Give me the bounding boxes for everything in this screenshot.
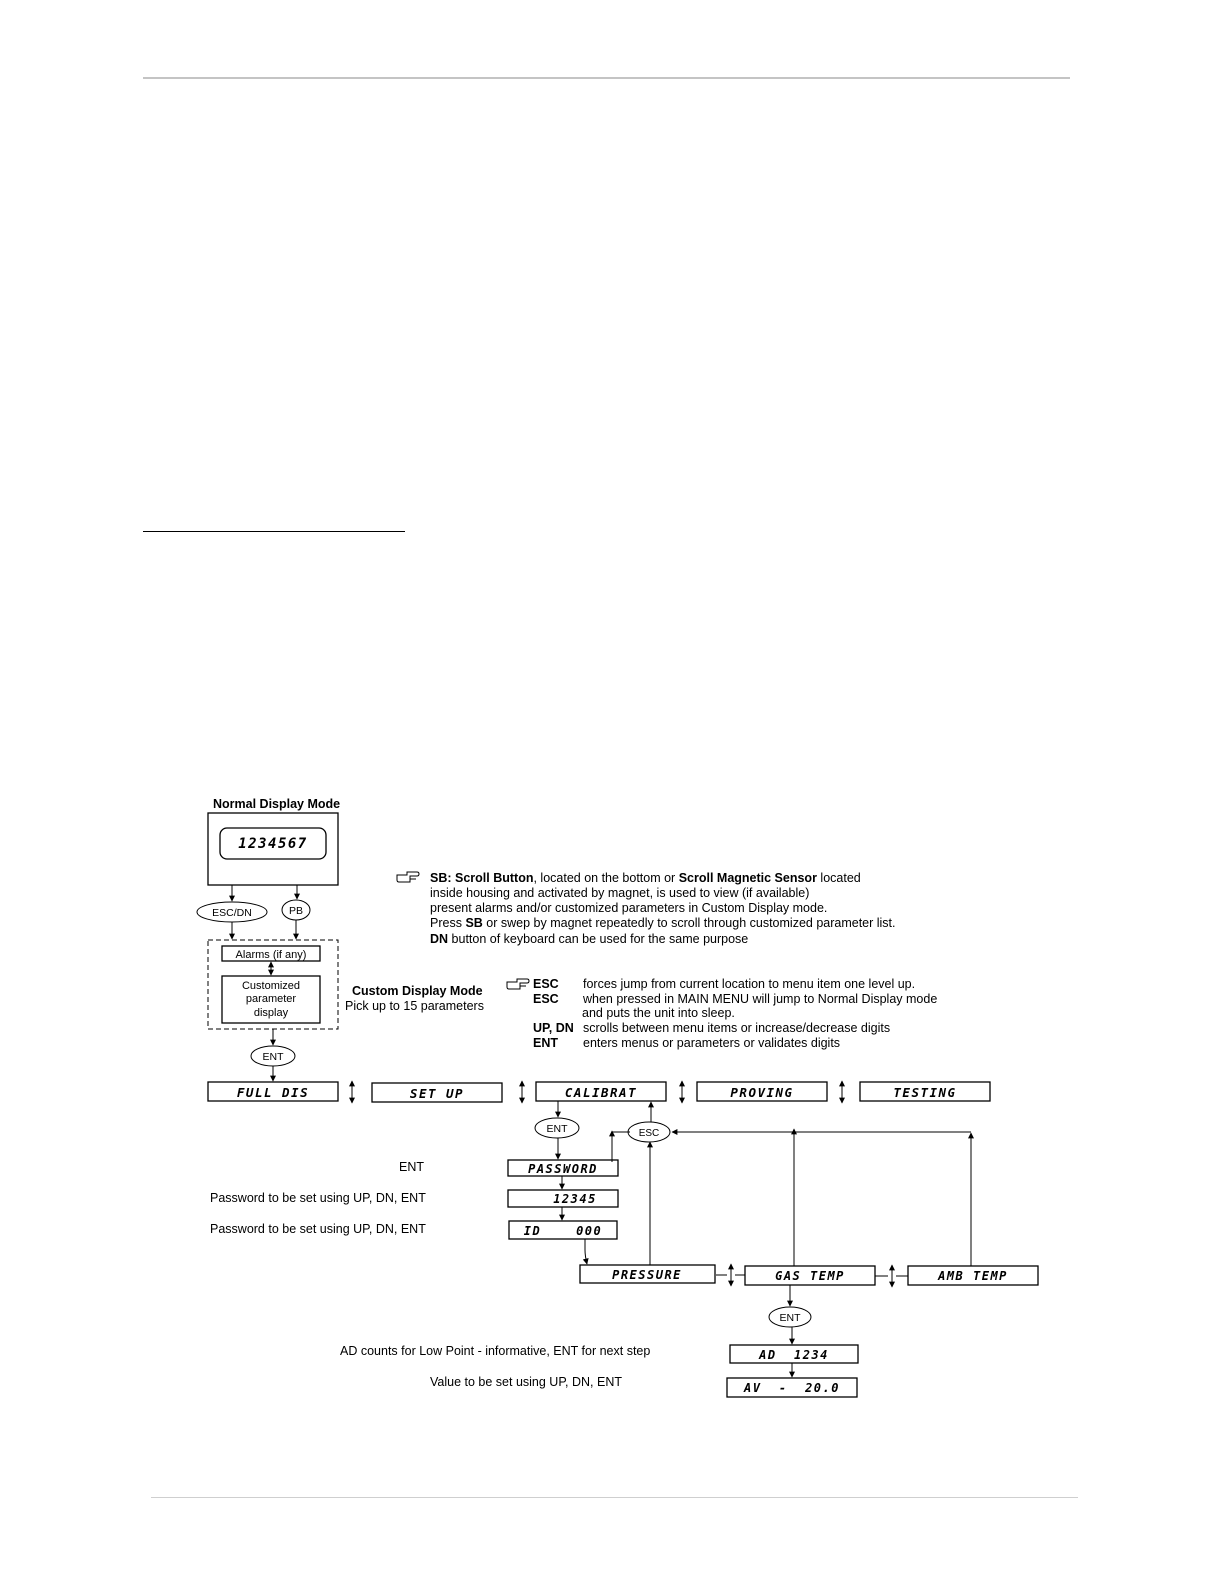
- menu-full-dis-label: FULL DIS: [236, 1085, 310, 1100]
- key-note-desc-5: enters menus or parameters or validates digits: [583, 1036, 841, 1050]
- esc-key-label: ESC: [638, 1128, 660, 1139]
- menu-testing-label: TESTING: [893, 1085, 957, 1100]
- customized-line-3: display: [253, 1007, 289, 1019]
- sb-note-line-5: DN button of keyboard can be used for the same purpose: [430, 932, 749, 946]
- ad-counts-label: AD counts for Low Point - informative, ENT for next step: [340, 1344, 651, 1358]
- submenu-pressure-label: PRESSURE: [612, 1268, 682, 1282]
- submenu-amb-temp-label: AMB TEMP: [938, 1269, 1008, 1283]
- menu-calibrat-label: CALIBRAT: [564, 1085, 638, 1100]
- footer-rule: [151, 1497, 1078, 1498]
- ent-key-main-label: ENT: [262, 1051, 284, 1063]
- sb-note-line-1: SB: Scroll Button, located on the bottom or Scroll Magnetic Sensor located: [430, 871, 861, 885]
- password-instruction-1: Password to be set using UP, DN, ENT: [210, 1191, 426, 1205]
- av-lcd: AV - 20.0: [744, 1381, 840, 1395]
- key-note-key-2: ESC: [533, 992, 559, 1006]
- key-note-key-5: ENT: [533, 1036, 558, 1050]
- key-note-key-1: ESC: [533, 977, 559, 991]
- sb-note-line-2: inside housing and activated by magnet, is used to view (if available): [430, 886, 810, 900]
- code-lcd: 12345: [553, 1192, 597, 1206]
- key-note-desc-3: and puts the unit into sleep.: [582, 1006, 735, 1020]
- ent-key-calibrat-label: ENT: [546, 1123, 568, 1135]
- custom-display-title: Custom Display Mode: [352, 984, 483, 998]
- pointing-hand-icon: [397, 872, 419, 882]
- ad-lcd: AD 1234: [759, 1348, 829, 1362]
- pointing-hand-icon: [507, 979, 529, 989]
- key-note-desc-2: when pressed in MAIN MENU will jump to Normal Display mode: [583, 992, 938, 1006]
- pb-key-label: PB: [288, 905, 304, 917]
- password-lcd: PASSWORD: [528, 1162, 598, 1176]
- normal-display-value: 1234567: [238, 836, 308, 852]
- sb-note-line-3: present alarms and/or customized parameters in Custom Display mode.: [430, 901, 828, 915]
- alarms-label: Alarms (if any): [235, 949, 307, 961]
- value-set-label: Value to be set using UP, DN, ENT: [430, 1375, 622, 1389]
- customized-line-2: parameter: [245, 993, 297, 1005]
- key-note-desc-4: scrolls between menu items or increase/decrease digits: [583, 1021, 891, 1035]
- menu-proving-label: PROVING: [730, 1085, 794, 1100]
- customized-line-1: Customized: [241, 980, 301, 992]
- esc-dn-key-label: ESC/DN: [212, 907, 252, 919]
- menu-set-up-label: SET UP: [409, 1086, 465, 1101]
- key-note-key-4: UP, DN: [533, 1021, 574, 1035]
- ent-label: ENT: [399, 1160, 424, 1174]
- key-note-desc-1: forces jump from current location to menu item one level up.: [583, 977, 916, 991]
- ent-key-gas-temp-label: ENT: [779, 1312, 801, 1324]
- custom-display-subtitle: Pick up to 15 parameters: [345, 999, 484, 1013]
- password-instruction-2: Password to be set using UP, DN, ENT: [210, 1222, 426, 1236]
- normal-display-title: Normal Display Mode: [213, 797, 341, 811]
- id-lcd: ID 000: [523, 1224, 603, 1238]
- submenu-gas-temp-label: GAS TEMP: [775, 1269, 845, 1283]
- sb-note-line-4: Press SB or swep by magnet repeatedly to scroll through customized parameter list.: [430, 916, 896, 930]
